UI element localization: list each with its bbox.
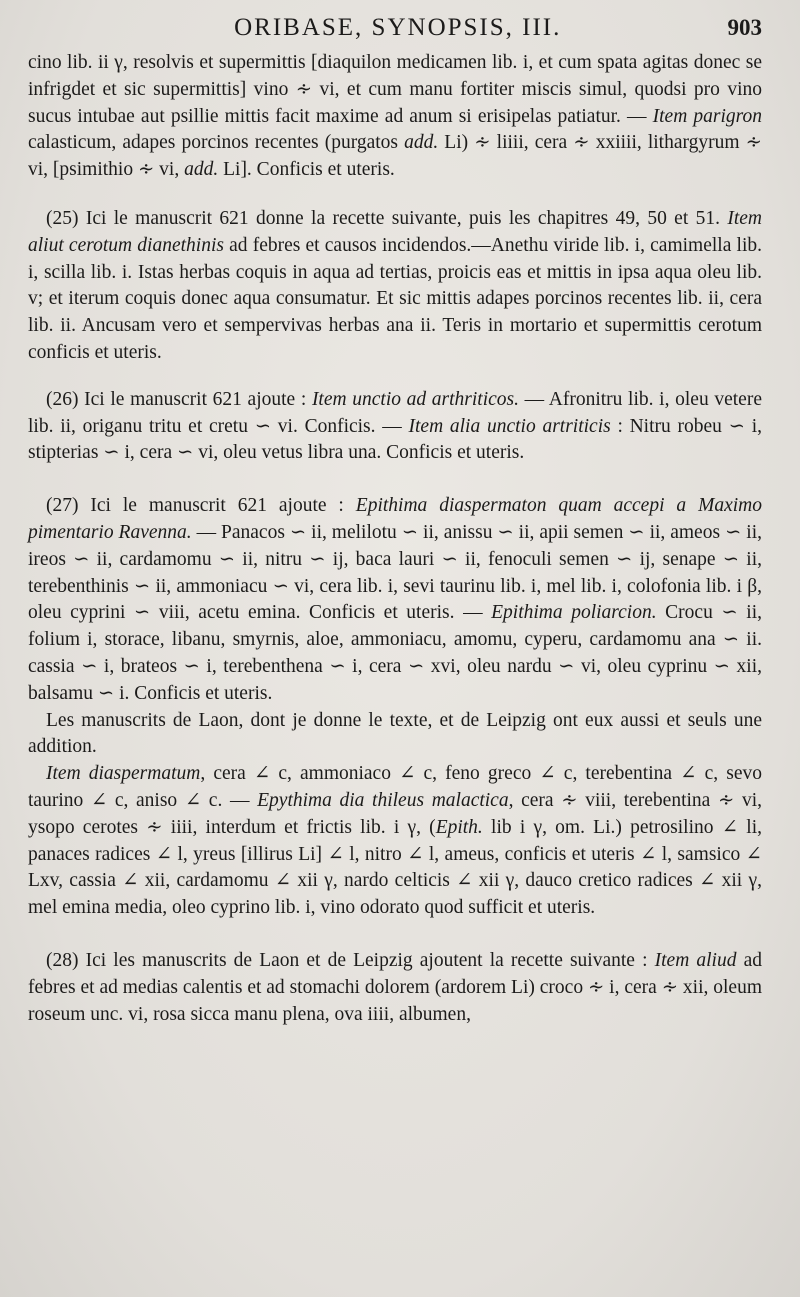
text-run: (26) Ici le manuscrit 621 ajoute : — [46, 388, 312, 410]
italic-run: Item unctio ad arthriticos. — [311, 388, 520, 410]
note-26 — [28, 387, 762, 467]
text-run: — Afronitru lib. i, oleu vetere lib. ii, origanu tritu et cretu ∽ vi. Conficis. — — [28, 388, 762, 437]
paragraph-gap — [28, 467, 762, 493]
text-run: ad febres et causos incidendos.—Anethu viride lib. i, camimella lib. i, scilla lib. i. Istas herbas coquis in aqua ad tertias, proicis eas et mittis in ipsa aqua oleu lib. v; et iterum coquis donec aqua consumatur. Et sic mittis adapes porcinos recentes lib. ii, cera lib. ii. Ancusam vero et sempervivas herbas ana ii. Teris in mortario et supermittis cerotum conficis et uteris. — [28, 234, 762, 363]
paragraph-gap — [28, 184, 762, 206]
diaspermatum-paragraph — [28, 761, 762, 922]
italic-run: add. — [184, 159, 219, 181]
text-run: — Panacos ∽ ii, melilotu ∽ ii, anissu ∽ ii, apii semen ∽ ii, ameos ∽ ii, ireos ∽ ii, cardamomu ∽ ii, nitru ∽ ij, baca lauri ∽ ii, fenoculi semen ∽ ij, senape ∽ ii, terebenthinis ∽ ii, ammoniacu ∽ vi, cera lib. i, sevi taurinu lib. i, mel lib. i, colofonia lib. i β, oleu cyprini ∽ viii, acetu emina. Conficis et uteris. — — [28, 521, 762, 624]
italic-run: Item parigron — [652, 105, 762, 127]
note-28 — [28, 948, 762, 1028]
italic-run: Epithima poliarcion. — [491, 602, 657, 624]
paragraph-gap — [28, 922, 762, 948]
page-header — [28, 14, 762, 50]
paragraph-gap — [28, 367, 762, 387]
italic-run: Epythima dia thileus malactica — [257, 789, 509, 811]
running-title: ORIBASE, SYNOPSIS, III. — [234, 14, 562, 41]
text-run: lib i γ, om. Li.) petrosilino ∠ li, panaces radices ∠ l, yreus [illirus Li] ∠ l, nitro ∠ l, ameus, conficis et uteris ∠ l, samsico ∠ Lxv, cassia ∠ xii, cardamomu ∠ xii γ, nardo celticis ∠ xii γ, dauco cretico radices ∠ xii γ, mel emina media, oleo cyprino lib. i, vino odorato quod sufficit et uteris. — [28, 816, 762, 919]
text-run: (27) Ici le manuscrit 621 ajoute : — [46, 495, 356, 517]
text-run: (25) Ici le manuscrit 621 donne la recette suivante, puis les chapitres 49, 50 et 51. — [46, 207, 728, 229]
text-run: Les manuscrits de Laon, dont je donne le texte, et de Leipzig ont eux aussi et seuls une addition. — [28, 709, 762, 758]
text-run: Li) ∻ liiii, cera ∻ xxiiii, lithargyrum ∻ vi, [psimithio ∻ vi, — [28, 132, 762, 181]
laon-leipzig-paragraph — [28, 708, 762, 762]
page-body — [28, 50, 762, 1028]
note-25 — [28, 206, 762, 367]
text-run: Li]. Conficis et uteris. — [218, 159, 395, 181]
italic-run: Epithima diaspermaton quam accepi a Maximo pimentario Ravenna. — [28, 495, 762, 543]
continuation-paragraph — [28, 50, 762, 184]
italic-run: Item aliut cerotum dianethinis — [28, 207, 762, 256]
text-run: cino lib. ii γ, resolvis et supermittis [diaquilon medicamen lib. i, et cum spata agitas donec se infrigdet et sic supermittis] vino ∻ vi, et cum manu fortiter miscis simul, quodsi pro vino sucus intubae aut psillie mittis facit maxime ad anum si erisipelas patiatur. — — [28, 52, 762, 127]
note-27 — [28, 493, 762, 707]
text-run: ad febres et ad medias calentis et ad stomachi dolorem (ardorem Li) croco ∻ i, cera ∻ xii, oleum roseum unc. vi, rosa sicca manu plena, ova iiii, albumen, — [28, 949, 763, 1025]
text-run: : Nitru robeu ∽ i, stipterias ∽ i, cera ∽ vi, oleu vetus libra una. Conficis et uteris. — [28, 415, 763, 464]
italic-run: Item aliud — [654, 949, 737, 971]
text-run: (28) Ici les manuscrits de Laon et de Leipzig ajoutent la recette suivante : — [46, 949, 655, 971]
text-run: , cera ∠ c, ammoniaco ∠ c, feno greco ∠ c, terebentina ∠ c, sevo taurino ∠ c, aniso ∠ c. — — [28, 763, 762, 811]
text-run: Crocu ∽ ii, folium i, storace, libanu, smyrnis, aloe, ammoniacu, amomu, cyperu, cardamomu ana ∽ ii. cassia ∽ i, brateos ∽ i, terebenthena ∽ i, cera ∽ xvi, oleu nardu ∽ vi, oleu cyprinu ∽ xii, balsamu ∽ i. Conficis et uteris. — [28, 602, 762, 704]
text-run: , cera ∻ viii, terebentina ∻ vi, ysopo cerotes ∻ iiii, interdum et frictis lib. i γ, ( — [28, 789, 762, 838]
italic-run: Epith. — [435, 816, 483, 838]
text-run: calasticum, adapes porcinos recentes (purgatos — [28, 132, 405, 154]
page-number: 903 — [727, 15, 762, 40]
italic-run: Item diaspermatum — [46, 763, 201, 785]
italic-run: add. — [404, 132, 439, 154]
italic-run: Item alia unctio artriticis — [408, 415, 611, 437]
